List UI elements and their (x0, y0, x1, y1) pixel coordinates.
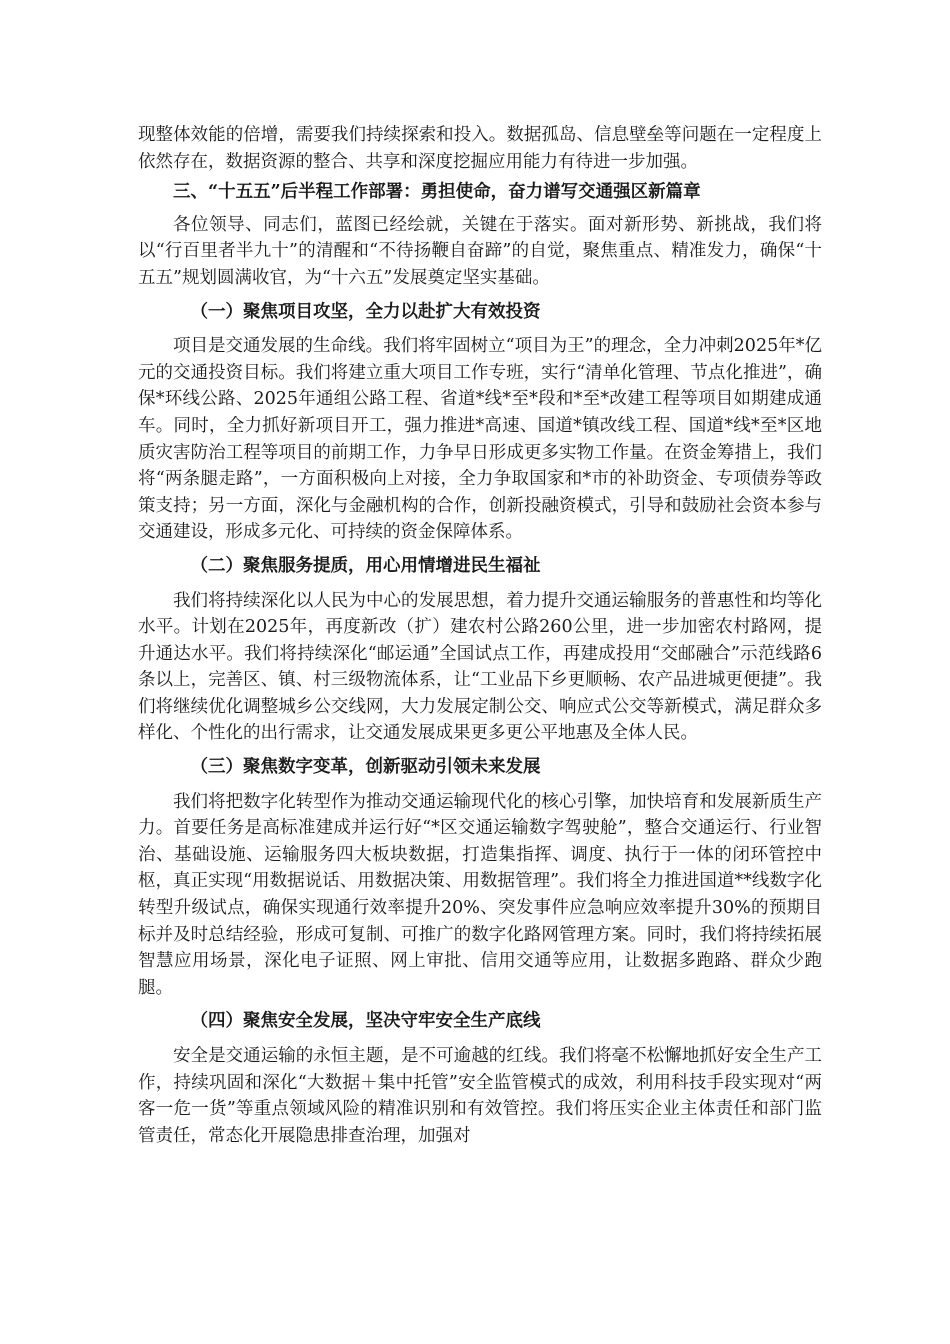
document-page (138, 122, 822, 1149)
item-3-heading: （三）聚焦数字变革，创新驱动引领未来发展 (190, 757, 541, 778)
section-3-heading: 三、“十五五”后半程工作部署：勇担使命，奋力谱写交通强区新篇章 (173, 182, 701, 203)
item-3-paragraph: 我们将把数字化转型作为推动交通运输现代化的核心引擎，加快培育和发展新质生产力。首要任务是高标准建成并运行好“*区交通运输数字驾驶舱”，整合交通运行、行业智治、基础设施、运输服务四大板块数据，打造集指挥、调度、执行于一体的闭环管控中枢，真正实现“用数据说话、用数据决策、用数据管理”。我们将全力推进国道**线数字化转型升级试点，确保实现通行效率提升20%、突发事件应急响应效率提升30%的预期目标并及时总结经验，形成可复制、可推广的数字化路网管理方案。同时，我们将持续拓展智慧应用场景，深化电子证照、网上审批、信用交通等应用，让数据多跑路、群众少跑腿。 (138, 791, 822, 998)
item-4-heading: （四）聚焦安全发展，坚决守牢安全生产底线 (190, 1011, 541, 1032)
item-1-paragraph: 项目是交通发展的生命线。我们将牢固树立“项目为王”的理念，全力冲刺2025年*亿元的交通投资目标。我们将建立重大项目工作专班，实行“清单化管理、节点化推进”，确保*环线公路、2025年通组公路工程、省道*线*至*段和*至*改建工程等项目如期建成通车。同时，全力抓好新项目开工，强力推进*高速、国道*镇改线工程、国道*线*至*区地质灾害防治工程等项目的前期工作，力争早日形成更多实物工作量。在资金筹措上，我们将“两条腿走路”，一方面积极向上对接，全力争取国家和*市的补助资金、专项债券等政策支持；另一方面，深化与金融机构的合作，创新投融资模式，引导和鼓励社会资本参与交通建设，形成多元化、可持续的资金保障体系。 (138, 336, 822, 543)
intro-continuation-paragraph: 现整体效能的倍增，需要我们持续探索和投入。数据孤岛、信息壁垒等问题在一定程度上依然存在，数据资源的整合、共享和深度挖掘应用能力有待进一步加强。 (138, 125, 822, 172)
item-4-paragraph: 安全是交通运输的永恒主题，是不可逾越的红线。我们将毫不松懈地抓好安全生产工作，持续巩固和深化“大数据＋集中托管”安全监管模式的成效，利用科技手段实现对“两客一危一货”等重点领域风险的精准识别和有效管控。我们将压实企业主体责任和部门监管责任，常态化开展隐患排查治理，加强对 (138, 1046, 822, 1146)
section-3-intro-paragraph: 各位领导、同志们，蓝图已经绘就，关键在于落实。面对新形势、新挑战，我们将以“行百里者半九十”的清醒和“不待扬鞭自奋蹄”的自觉，聚焦重点、精准发力，确保“十五五”规划圆满收官，为“十六五”发展奠定坚实基础。 (138, 214, 822, 288)
item-2-heading: （二）聚焦服务提质，用心用情增进民生福祉 (190, 555, 541, 576)
item-1-heading: （一）聚焦项目攻坚，全力以赴扩大有效投资 (190, 301, 541, 322)
item-2-paragraph: 我们将持续深化以人民为中心的发展思想，着力提升交通运输服务的普惠性和均等化水平。计划在2025年，再度新改（扩）建农村公路260公里，进一步加密农村路网，提升通达水平。我们将持续深化“邮运通”全国试点工作，再建成投用“交邮融合”示范线路6条以上，完善区、镇、村三级物流体系，让“工业品下乡更顺畅、农产品进城更便捷”。我们将继续优化调整城乡公交线网，大力发展定制公交、响应式公交等新模式，满足群众多样化、个性化的出行需求，让交通发展成果更多更公平地惠及全体人民。 (138, 590, 822, 744)
